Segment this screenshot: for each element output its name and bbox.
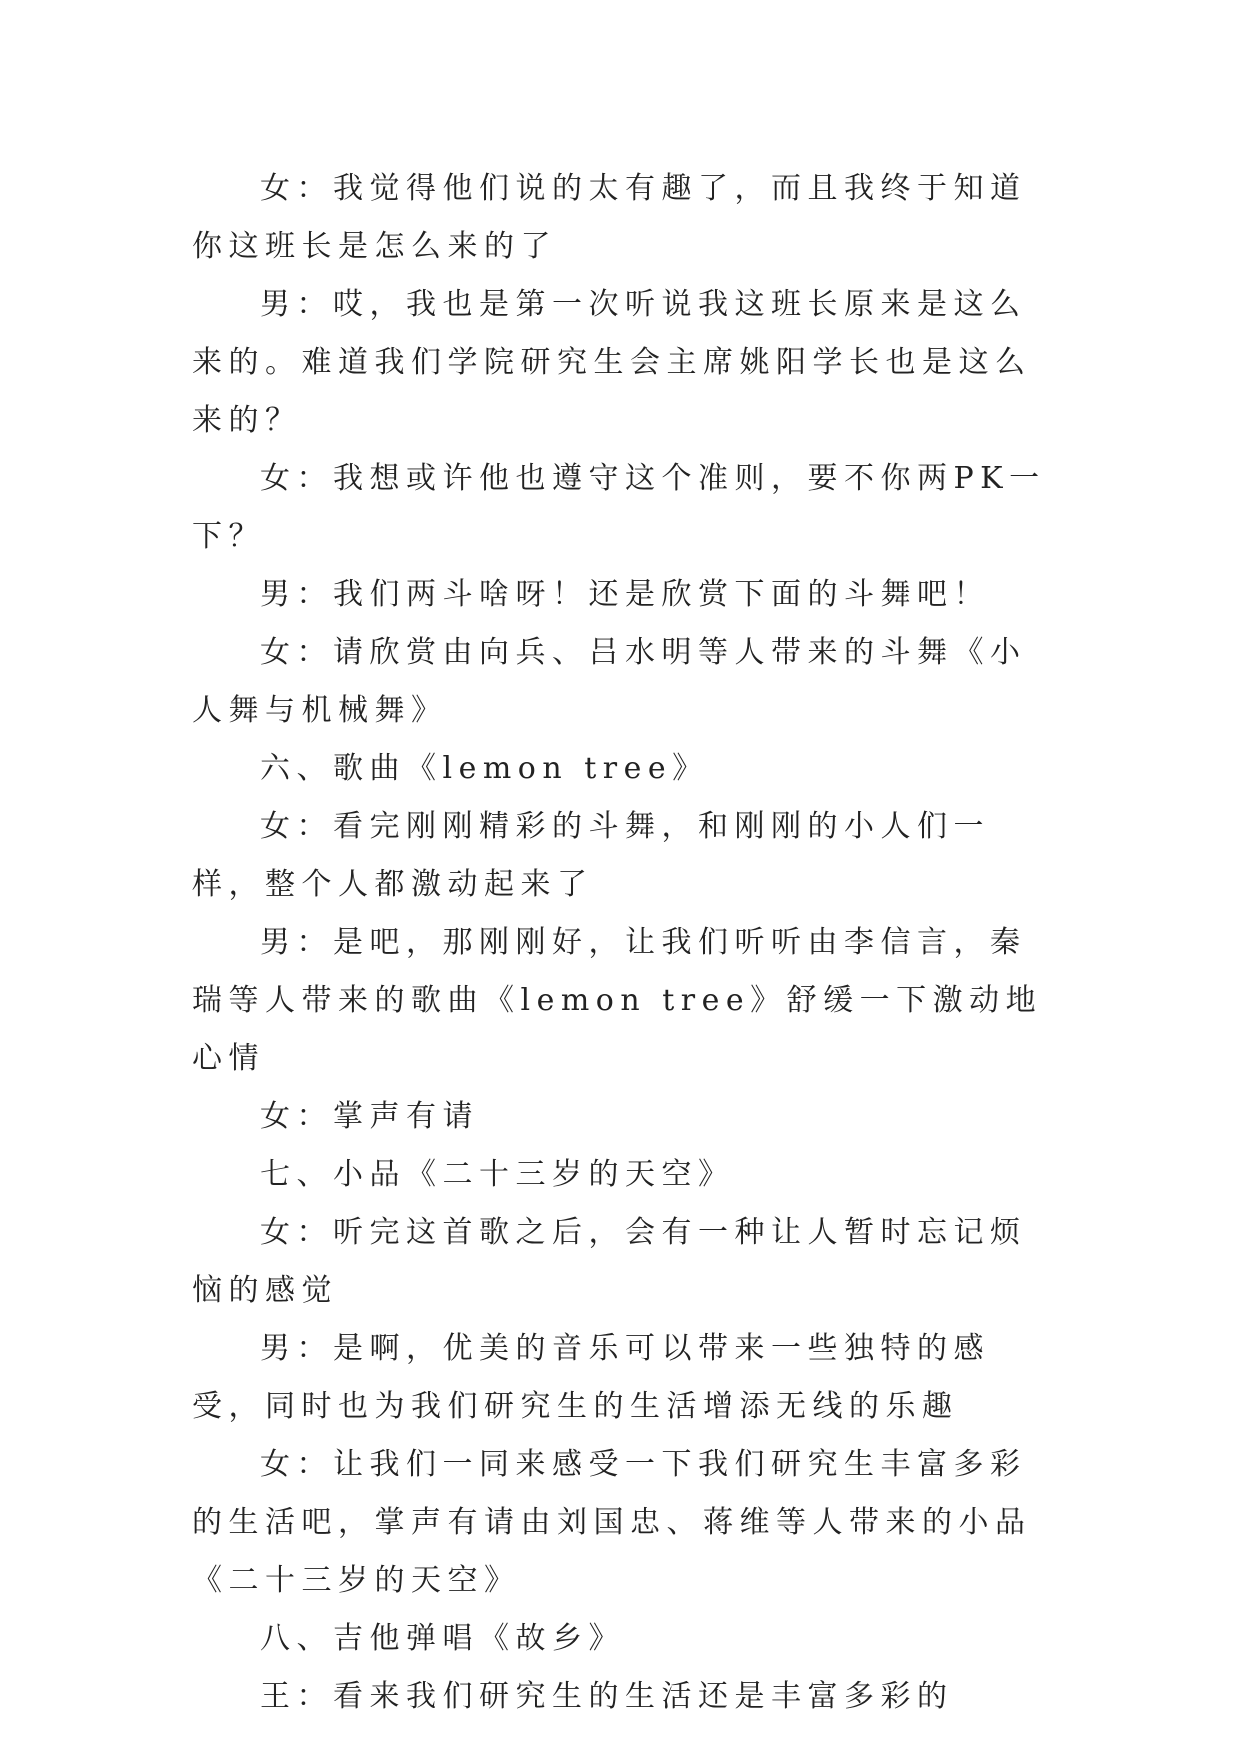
dialogue-paragraph: 女：听完这首歌之后，会有一种让人暂时忘记烦恼的感觉 bbox=[192, 1215, 1027, 1308]
document-page bbox=[192, 160, 1050, 1726]
section-heading: 八、吉他弹唱《故乡》 bbox=[260, 1621, 625, 1656]
dialogue-paragraph: 女：看完刚刚精彩的斗舞，和刚刚的小人们一样，整个人都激动起来了 bbox=[192, 809, 990, 902]
dialogue-paragraph: 女：请欣赏由向兵、吕水明等人带来的斗舞《小人舞与机械舞》 bbox=[192, 635, 1027, 728]
dialogue-paragraph: 王：看来我们研究生的生活还是丰富多彩的 bbox=[260, 1679, 954, 1714]
section-heading: 七、小品《二十三岁的天空》 bbox=[260, 1157, 735, 1192]
section-heading: 六、歌曲《lemon tree》 bbox=[260, 751, 709, 786]
dialogue-paragraph: 女：我想或许他也遵守这个准则，要不你两PK一下？ bbox=[192, 461, 1046, 554]
dialogue-paragraph: 男：哎，我也是第一次听说我这班长原来是这么来的。难道我们学院研究生会主席姚阳学长也是这么来的？ bbox=[192, 287, 1032, 438]
dialogue-paragraph: 男：我们两斗啥呀！还是欣赏下面的斗舞吧！ bbox=[260, 577, 990, 612]
dialogue-paragraph: 女：让我们一同来感受一下我们研究生丰富多彩的生活吧，掌声有请由刘国忠、蒋维等人带来的小品《二十三岁的天空》 bbox=[192, 1447, 1032, 1598]
dialogue-paragraph: 男：是吧，那刚刚好，让我们听听由李信言，秦瑞等人带来的歌曲《lemon tree》舒缓一下激动地心情 bbox=[192, 925, 1043, 1076]
dialogue-paragraph: 男：是啊，优美的音乐可以带来一些独特的感受，同时也为我们研究生的生活增添无线的乐趣 bbox=[192, 1331, 990, 1424]
dialogue-paragraph: 女：掌声有请 bbox=[260, 1099, 479, 1134]
dialogue-paragraph: 女：我觉得他们说的太有趣了，而且我终于知道你这班长是怎么来的了 bbox=[192, 171, 1027, 264]
